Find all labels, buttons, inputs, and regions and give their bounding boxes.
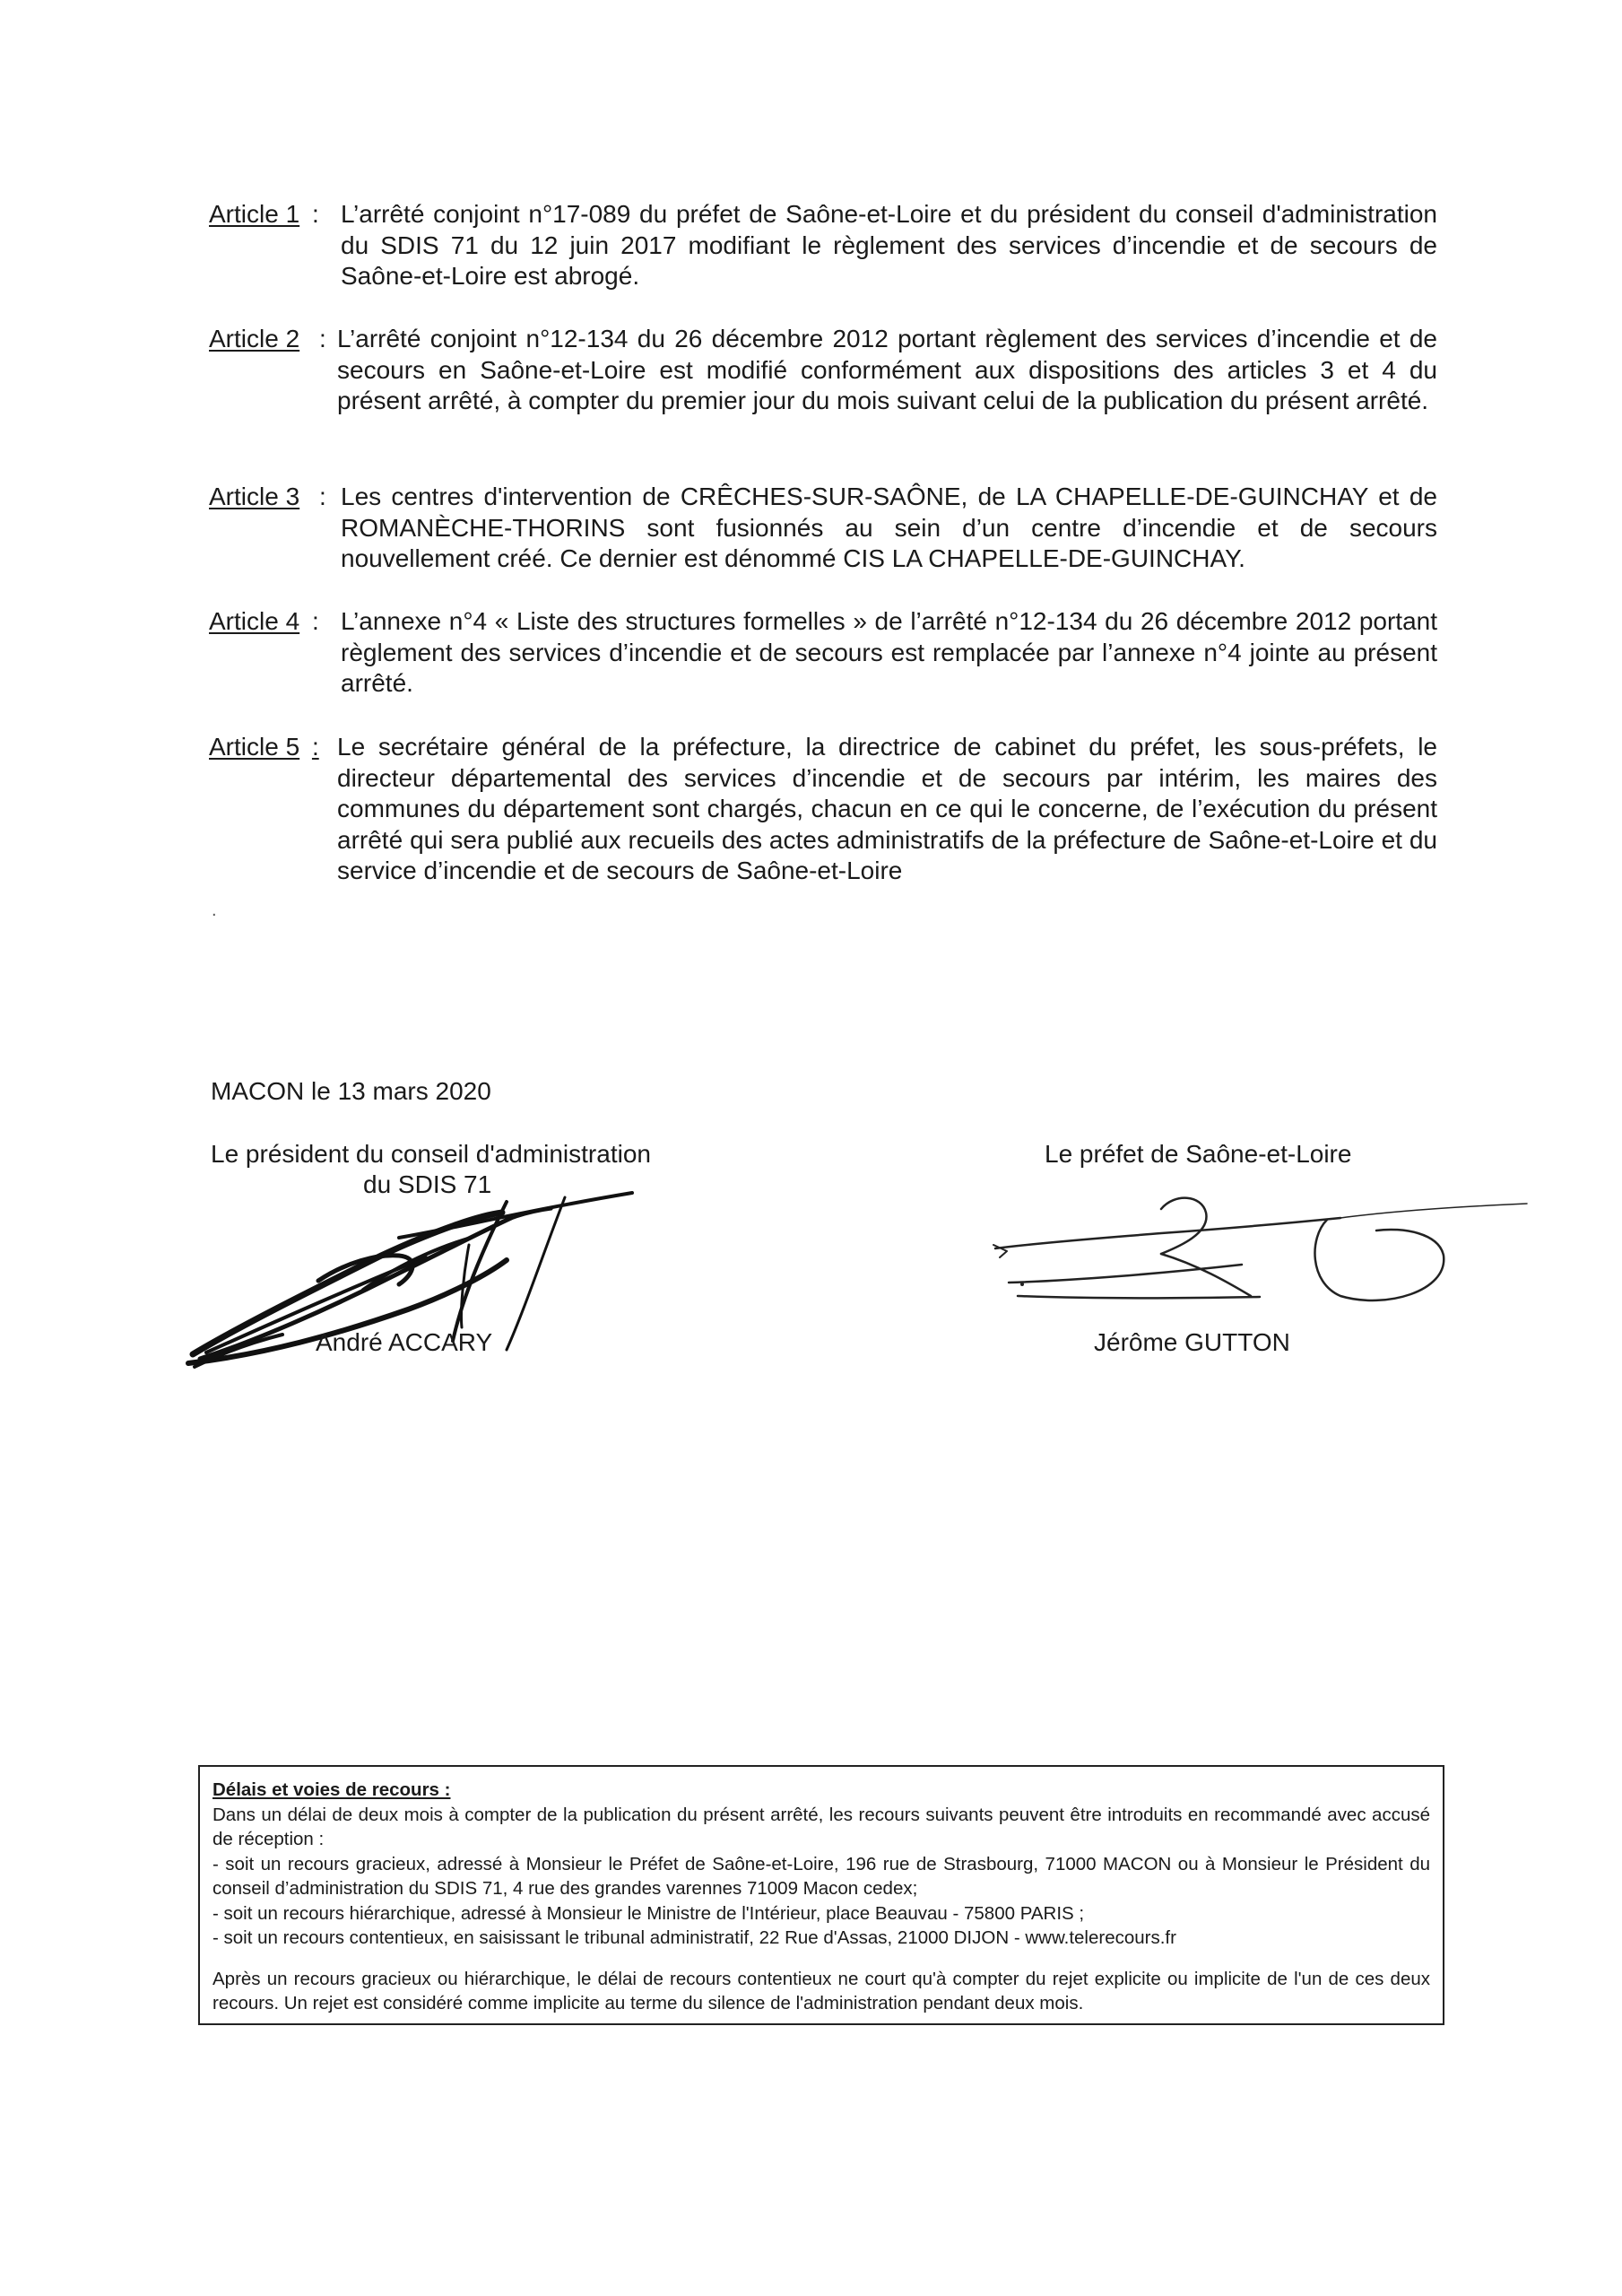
article-text: L’arrêté conjoint n°12-134 du 26 décembre 2012 portant règlement des services d’incendie et de secours en Saône-et-Loire est modifié conformément aux dispositions des articles 3 et 4 du présent arrêté, à compter du premier jour du mois suivant celui de la publication du présent arrêté. xyxy=(337,325,1437,414)
article-text: Les centres d'intervention de CRÊCHES-SUR-SAÔNE, de LA CHAPELLE-DE-GUINCHAY et de ROMANÈCHE-THORINS sont fusionnés au sein d’un centre d’incendie et de secours nouvellement créé. Ce dernier est dénommé CIS LA CHAPELLE-DE-GUINCHAY. xyxy=(341,483,1437,572)
article-1 xyxy=(209,199,1437,292)
article-separator: : xyxy=(311,607,319,635)
prefet-title: Le préfet de Saône-et-Loire xyxy=(1045,1140,1352,1168)
place-date: MACON le 13 mars 2020 xyxy=(211,1077,491,1105)
article-label xyxy=(209,324,343,355)
article-4 xyxy=(209,606,1437,700)
article-label xyxy=(209,732,343,763)
recours-title: Délais et voies de recours : xyxy=(213,1779,451,1800)
article-text: L’annexe n°4 « Liste des structures formelles » de l’arrêté n°12-134 du 26 décembre 2012 portant règlement des services d’incendie et de secours est remplacée par l’annexe n°4 jointe au présent arrêté. xyxy=(341,607,1437,697)
recours-item-gracieux: - soit un recours gracieux, adressé à Monsieur le Préfet de Saône-et-Loire, 196 rue de Strasbourg, 71000 MACON ou à Monsieur le Président du conseil d’administration du SDIS 71, 4 rue des grandes varennes 71009 Macon cedex; xyxy=(213,1853,1430,1899)
recours-spacer xyxy=(213,1951,1430,1967)
gutton-signature-image xyxy=(991,1184,1529,1327)
article-separator: : xyxy=(318,325,326,352)
article-2 xyxy=(209,324,1437,417)
article-number: Article 3 xyxy=(209,483,300,510)
recours-intro: Dans un délai de deux mois à compter de la publication du présent arrêté, les recours suivants peuvent être introduits en recommandé avec accusé de réception : xyxy=(213,1804,1430,1849)
article-separator: : xyxy=(311,200,319,228)
article-label xyxy=(209,606,343,638)
president-title-line1: Le président du conseil d'administration xyxy=(211,1140,651,1168)
article-number: Article 2 xyxy=(209,325,300,352)
article-label xyxy=(209,482,343,513)
article-number: Article 5 xyxy=(209,733,300,761)
stray-mark: . xyxy=(212,900,217,920)
article-number: Article 4 xyxy=(209,607,300,635)
article-3 xyxy=(209,482,1437,575)
recours-item-hierarchique: - soit un recours hiérarchique, adressé à Monsieur le Ministre de l'Intérieur, place Beauvau - 75800 PARIS ; xyxy=(213,1902,1085,1924)
prefet-name: Jérôme GUTTON xyxy=(1094,1328,1290,1356)
recours-notice-box xyxy=(198,1765,1444,2025)
article-5 xyxy=(209,732,1437,887)
article-label xyxy=(209,199,343,230)
recours-item-contentieux: - soit un recours contentieux, en saisissant le tribunal administratif, 22 Rue d'Assas, 21000 DIJON - www.telerecours.fr xyxy=(213,1927,1176,1948)
president-name: André ACCARY xyxy=(316,1328,493,1356)
article-separator: : xyxy=(318,483,326,510)
article-text: Le secrétaire général de la préfecture, la directrice de cabinet du préfet, les sous-préfets, le directeur départemental des services d’incendie et de secours par intérim, les maires des communes du département sont chargés, chacun en ce qui le concerne, de l’exécution du présent arrêté qui sera publié aux recueils des actes administratifs de la préfecture de Saône-et-Loire et du service d’incendie et de secours de Saône-et-Loire xyxy=(337,733,1437,884)
president-title-line2: du SDIS 71 xyxy=(363,1170,492,1198)
article-number: Article 1 xyxy=(209,200,300,228)
article-separator: : xyxy=(311,733,319,761)
article-text: L’arrêté conjoint n°17-089 du préfet de Saône-et-Loire et du président du conseil d'administration du SDIS 71 du 12 juin 2017 modifiant le règlement des services d’incendie et de secours de Saône-et-Loire est abrogé. xyxy=(341,200,1437,290)
recours-closing: Après un recours gracieux ou hiérarchique, le délai de recours contentieux ne court qu'à compter du rejet explicite ou implicite de l'un de ces deux recours. Un rejet est considéré comme implicite au terme du silence de l'administration pendant deux mois. xyxy=(213,1968,1430,2013)
